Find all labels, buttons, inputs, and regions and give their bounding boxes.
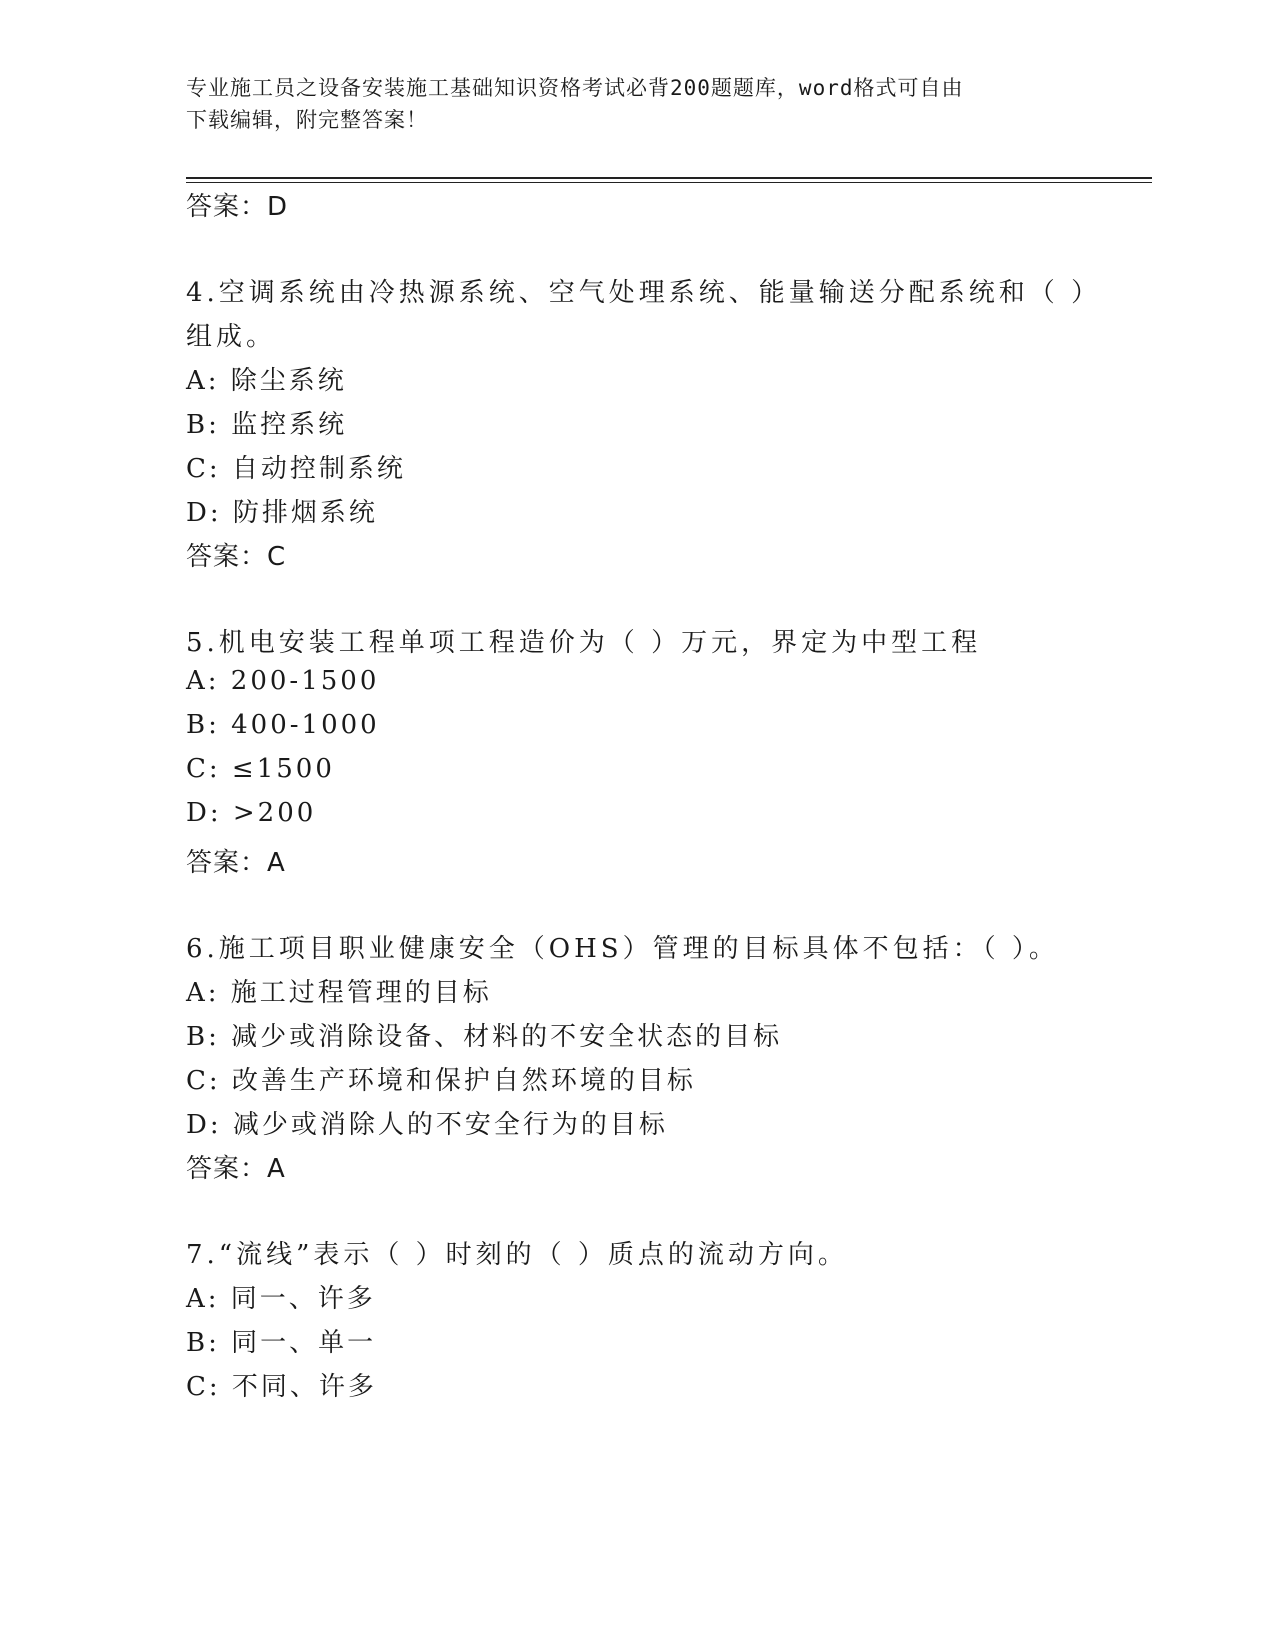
header-line-1: 专业施工员之设备安装施工基础知识资格考试必背200题题库，word格式可自由 [186,76,964,100]
question-6-stem: 6.施工项目职业健康安全（OHS）管理的目标具体不包括：（ ）。 [186,934,1059,964]
question-5-option-a: A: 200-1500 [186,666,380,696]
question-7-option-a: A: 同一、许多 [186,1284,376,1314]
question-5-option-b: B: 400-1000 [186,710,380,740]
header-divider-thin [186,182,1152,183]
question-7-stem: 7.“流线”表示（ ）时刻的（ ）质点的流动方向。 [186,1240,848,1270]
question-5-option-d: D: >200 [186,798,317,828]
answer-q4: 答案：C [186,542,287,572]
question-7-option-b: B: 同一、单一 [186,1328,377,1358]
header-line-2: 下载编辑，附完整答案！ [186,108,428,132]
question-4-option-b: B: 监控系统 [186,410,348,440]
question-4-stem-line-1: 4.空调系统由冷热源系统、空气处理系统、能量输送分配系统和（ ） [186,278,1102,308]
question-4-option-a: A: 除尘系统 [186,366,347,396]
question-4-stem-line-2: 组成。 [186,322,277,352]
question-6-option-c: C: 改善生产环境和保护自然环境的目标 [186,1066,696,1096]
question-6-option-b: B: 减少或消除设备、材料的不安全状态的目标 [186,1022,783,1052]
question-4-option-d: D: 防排烟系统 [186,498,378,528]
question-4-option-c: C: 自动控制系统 [186,454,406,484]
question-7-option-c: C: 不同、许多 [186,1372,377,1402]
header-divider-thick [186,177,1152,179]
question-5-stem: 5.机电安装工程单项工程造价为（ ）万元，界定为中型工程 [186,628,982,658]
question-6-option-a: A: 施工过程管理的目标 [186,978,492,1008]
answer-q5: 答案：A [186,848,286,878]
question-6-option-d: D: 减少或消除人的不安全行为的目标 [186,1110,668,1140]
answer-q6: 答案：A [186,1154,286,1184]
question-5-option-c: C: ≤1500 [186,754,335,784]
answer-q3: 答案：D [186,192,289,222]
document-header [186,72,1066,136]
